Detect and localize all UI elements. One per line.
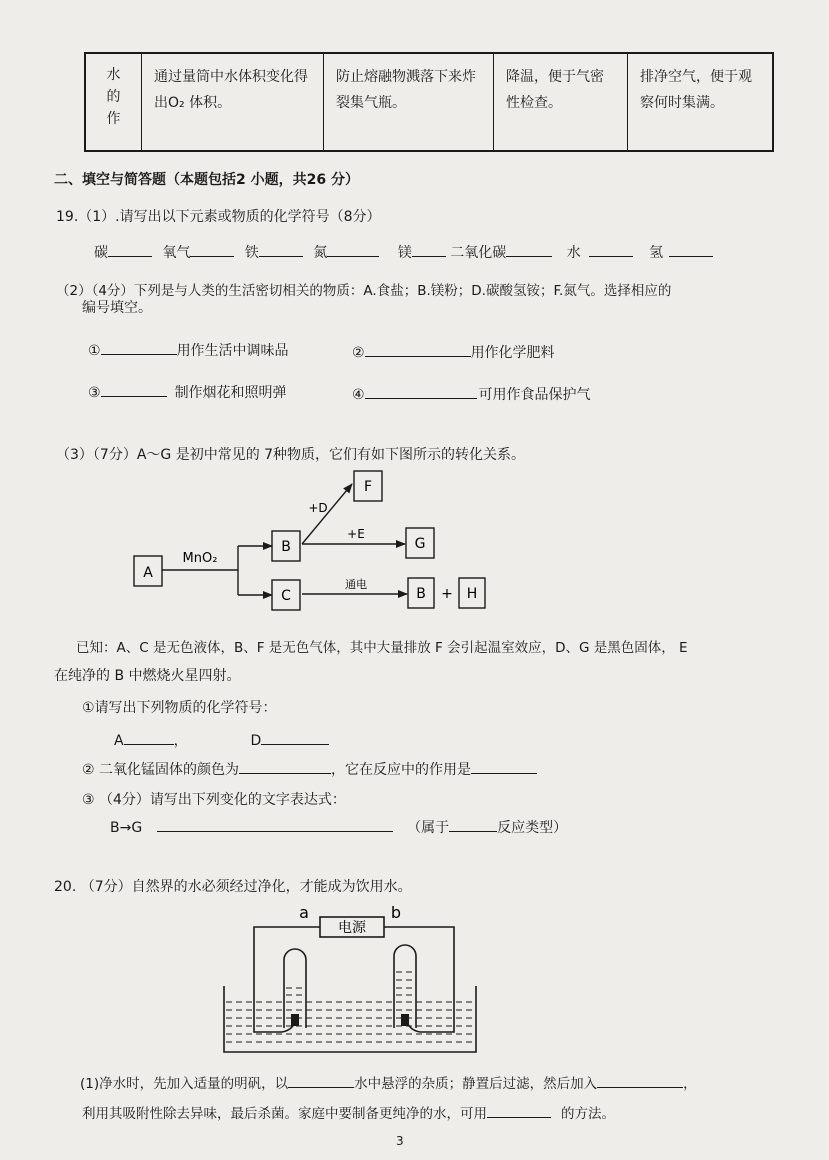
item-text: 用作化学肥料 [470,345,555,361]
element-label: 铁 [244,245,259,261]
element-label: 氢 [649,245,664,261]
label-catalyst: MnO₂ [182,551,218,566]
sub3-label: B→G [110,820,143,836]
q20-text: 水中悬浮的杂质；静置后过滤，然后加入 [354,1076,598,1092]
element-label: 氮 [313,245,328,261]
q20-p1-line1 [80,1074,697,1092]
sub2-text2: ，它在反应中的作用是 [331,762,472,778]
item-number: ③ [88,385,101,401]
comma: ， [173,733,188,749]
answer-blank[interactable] [597,1074,683,1088]
q19-p3-known-line2: 在纯净的 B 中燃烧火星四射。 [54,668,241,684]
sub2-text1: 二氧化锰固体的颜色为 [99,762,240,778]
table-cell-text: 排净空气，便于观察何时集满。 [640,69,752,111]
q20-prompt: 20. （7分）自然界的水必须经过净化，才能成为饮用水。 [54,879,412,895]
q19-p3-sub1-prompt: ①请写出下列物质的化学符号： [82,700,277,716]
element-label: 水 [566,245,581,261]
item-number: ② [352,345,365,361]
table-col-1-char: 作 [106,111,121,127]
item-number: ① [88,343,101,359]
q20-text: 的方法。 [561,1106,615,1122]
answer-blank[interactable] [487,1104,551,1118]
label-b2: B [416,586,426,602]
label-plus-d: +D [308,501,328,515]
q20-text: ， [683,1076,697,1092]
item-number: ② [82,762,95,778]
paren-open: （属于 [407,820,450,836]
paren-close: 反应类型） [497,820,568,836]
element-label: 氧气 [162,245,191,261]
label-plus-e: +E [347,527,365,541]
table-cell-text: 防止熔融物溅落下来炸裂集气瓶。 [336,69,476,111]
table-cell-text: 通过量筒中水体积变化得出O₂ 体积。 [154,69,308,111]
power-label: 电源 [338,920,366,936]
label-a: A [143,565,153,581]
page-number: 3 [396,1134,404,1148]
label-c: C [281,588,291,604]
item-number: ④ [352,387,365,403]
item-text: 可用作食品保护气 [478,387,591,403]
table-cell-text: 降温，便于气密性检查。 [506,69,604,111]
item-text: 制作烟花和照明弹 [174,385,287,401]
section-heading: 二、填空与简答题（本题包括2 小题，共26 分） [54,172,359,188]
q19-p1-prompt: 19.（1）.请写出以下元素或物质的化学符号（8分） [56,209,381,225]
element-label: 碳 [94,245,108,261]
label-b: B [281,539,291,555]
q19-p2-prompt-line2: 编号填空。 [82,300,152,316]
q19-p3-known-line1: 已知：A、C 是无色液体，B、F 是无色气体，其中大量排放 F 会引起温室效应，D、G 是黑色固体， E [76,640,688,656]
table-col-1-char: 水 [106,67,121,83]
label-g: G [414,536,426,552]
label-electrode-a: a [299,903,309,922]
q20-text: 利用其吸附性除去异味，最后杀菌。家庭中要制备更纯净的水，可用 [82,1106,487,1122]
element-label: 镁 [397,245,412,261]
answer-blank[interactable] [288,1074,354,1088]
label-electrolysis: 通电 [345,578,367,591]
element-label: 二氧化碳 [450,245,507,261]
label-h: H [466,586,478,602]
label-electrode-b: b [390,903,402,922]
q19-p2-prompt-line1: （2）（4分）下列是与人类的生活密切相关的物质：A.食盐；B.镁粉；D.碳酸氢铵；F.氮气。选择相应的 [56,283,672,299]
q19-p3-sub3-prompt: ③ （4分）请写出下列变化的文字表达式： [82,792,346,808]
table-col-1-char: 的 [106,89,121,105]
item-text: 用作生活中调味品 [176,343,289,359]
label-f: F [363,479,373,495]
label-plus: + [441,586,453,602]
answer-label-d: D [250,733,262,749]
q20-p1-line2 [82,1104,615,1122]
answer-label-a: A [114,733,124,749]
q20-text: (1)净水时，先加入适量的明矾，以 [80,1076,289,1092]
q19-p3-prompt: （3）（7分）A～G 是初中常见的 7种物质，它们有如下图所示的转化关系。 [56,447,526,463]
